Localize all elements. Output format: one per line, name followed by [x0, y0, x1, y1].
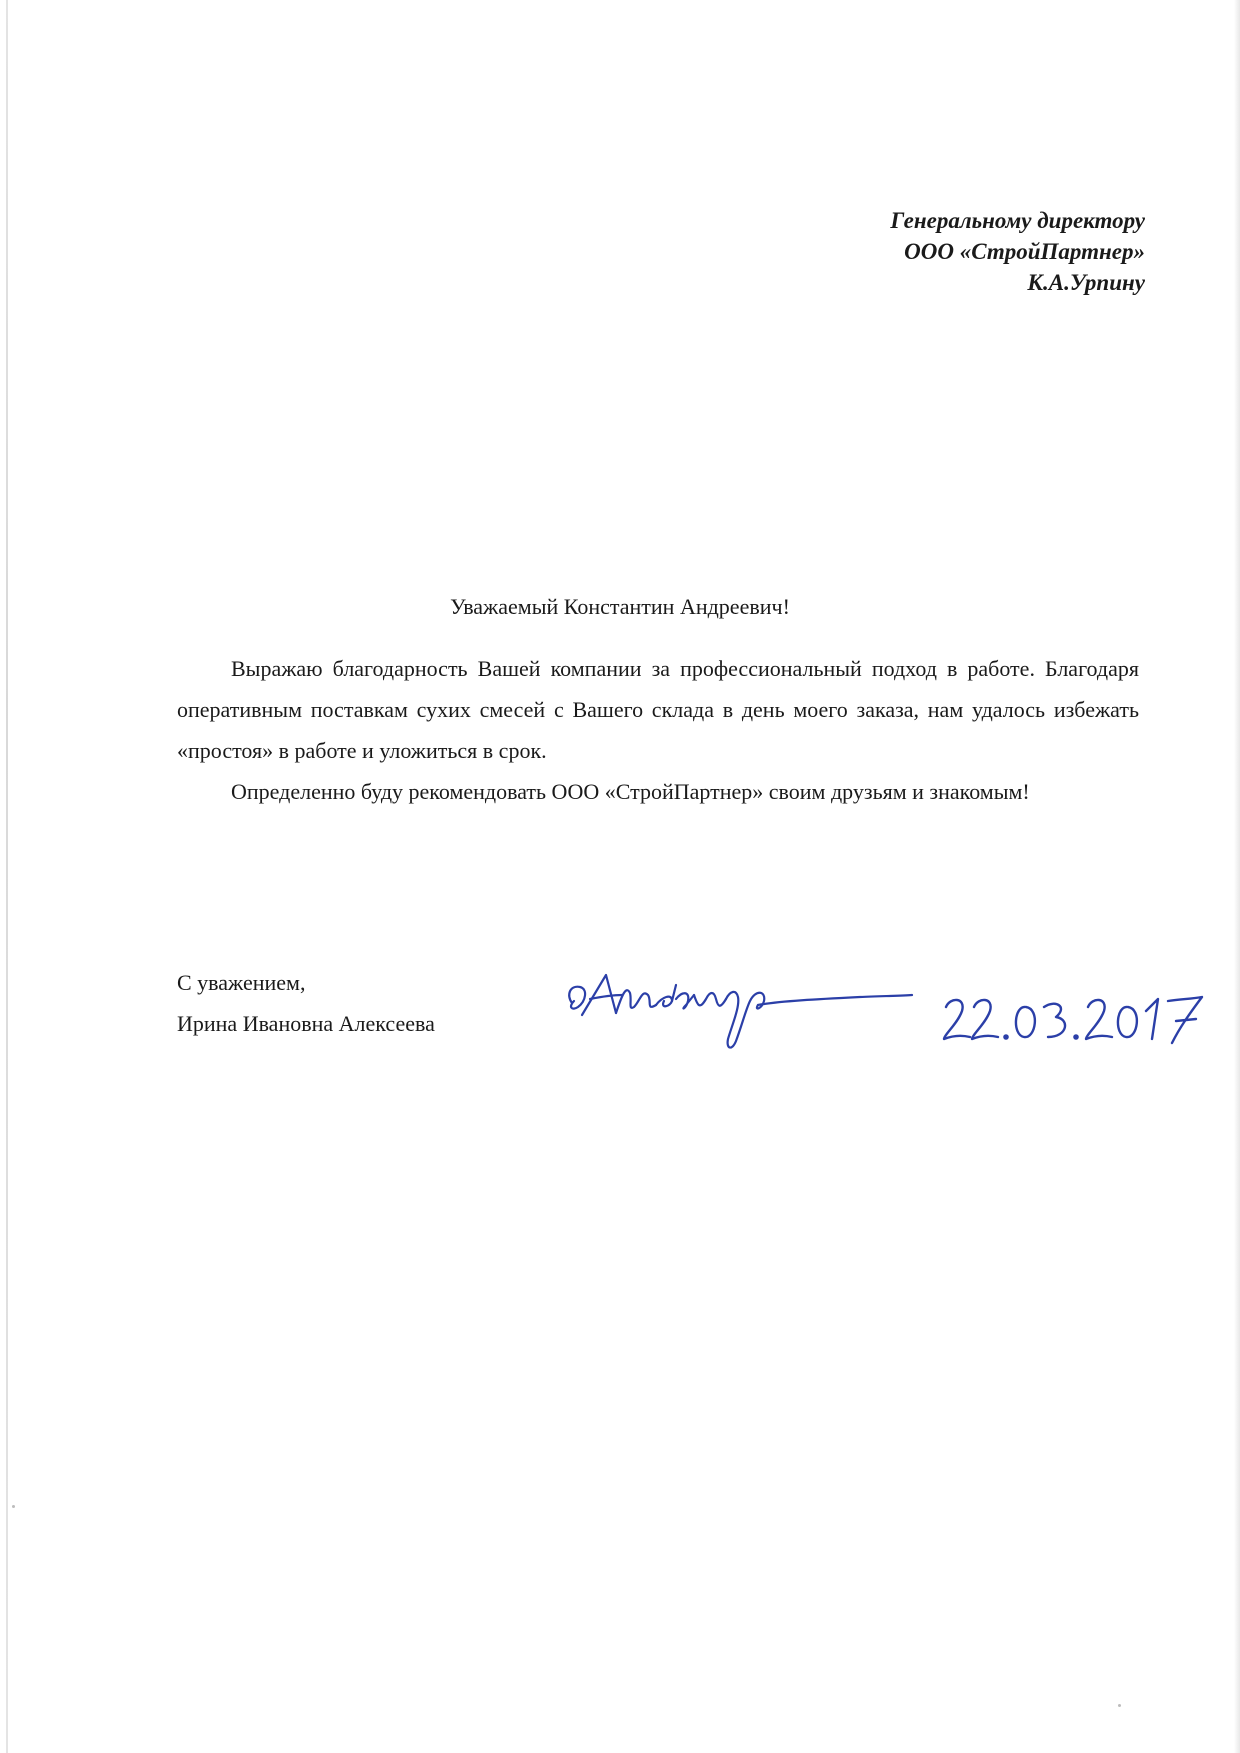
paragraph-gratitude: Выражаю благодарность Вашей компании за профессиональный подход в работе. Благодаря оперативным поставкам сухих смесей с Вашего склада в день моего заказа, нам удалось избежать «простоя» в работе и уложиться в срок.	[177, 656, 1139, 763]
closing-block	[177, 962, 435, 1044]
addressee-block	[890, 205, 1145, 298]
salutation: Уважаемый Константин Андреевич!	[450, 594, 790, 619]
addressee-position: Генеральному директору	[890, 208, 1145, 233]
handwritten-date	[940, 985, 1210, 1055]
handwritten-signature	[560, 955, 920, 1075]
addressee-name: К.А.Урпину	[1027, 270, 1145, 295]
signer-name: Ирина Ивановна Алексеева	[177, 1011, 435, 1036]
scan-edge-left	[6, 0, 8, 1753]
scan-speck	[12, 1505, 15, 1508]
scan-speck	[1118, 1704, 1121, 1707]
paragraph-recommendation: Определенно буду рекомендовать ООО «СтройПартнер» своим друзьям и знакомым!	[231, 779, 1030, 804]
closing-regards: С уважением,	[177, 970, 306, 995]
scan-edge-right	[1234, 0, 1240, 1753]
addressee-company: ООО «СтройПартнер»	[904, 239, 1145, 264]
letter-body	[177, 648, 1139, 812]
